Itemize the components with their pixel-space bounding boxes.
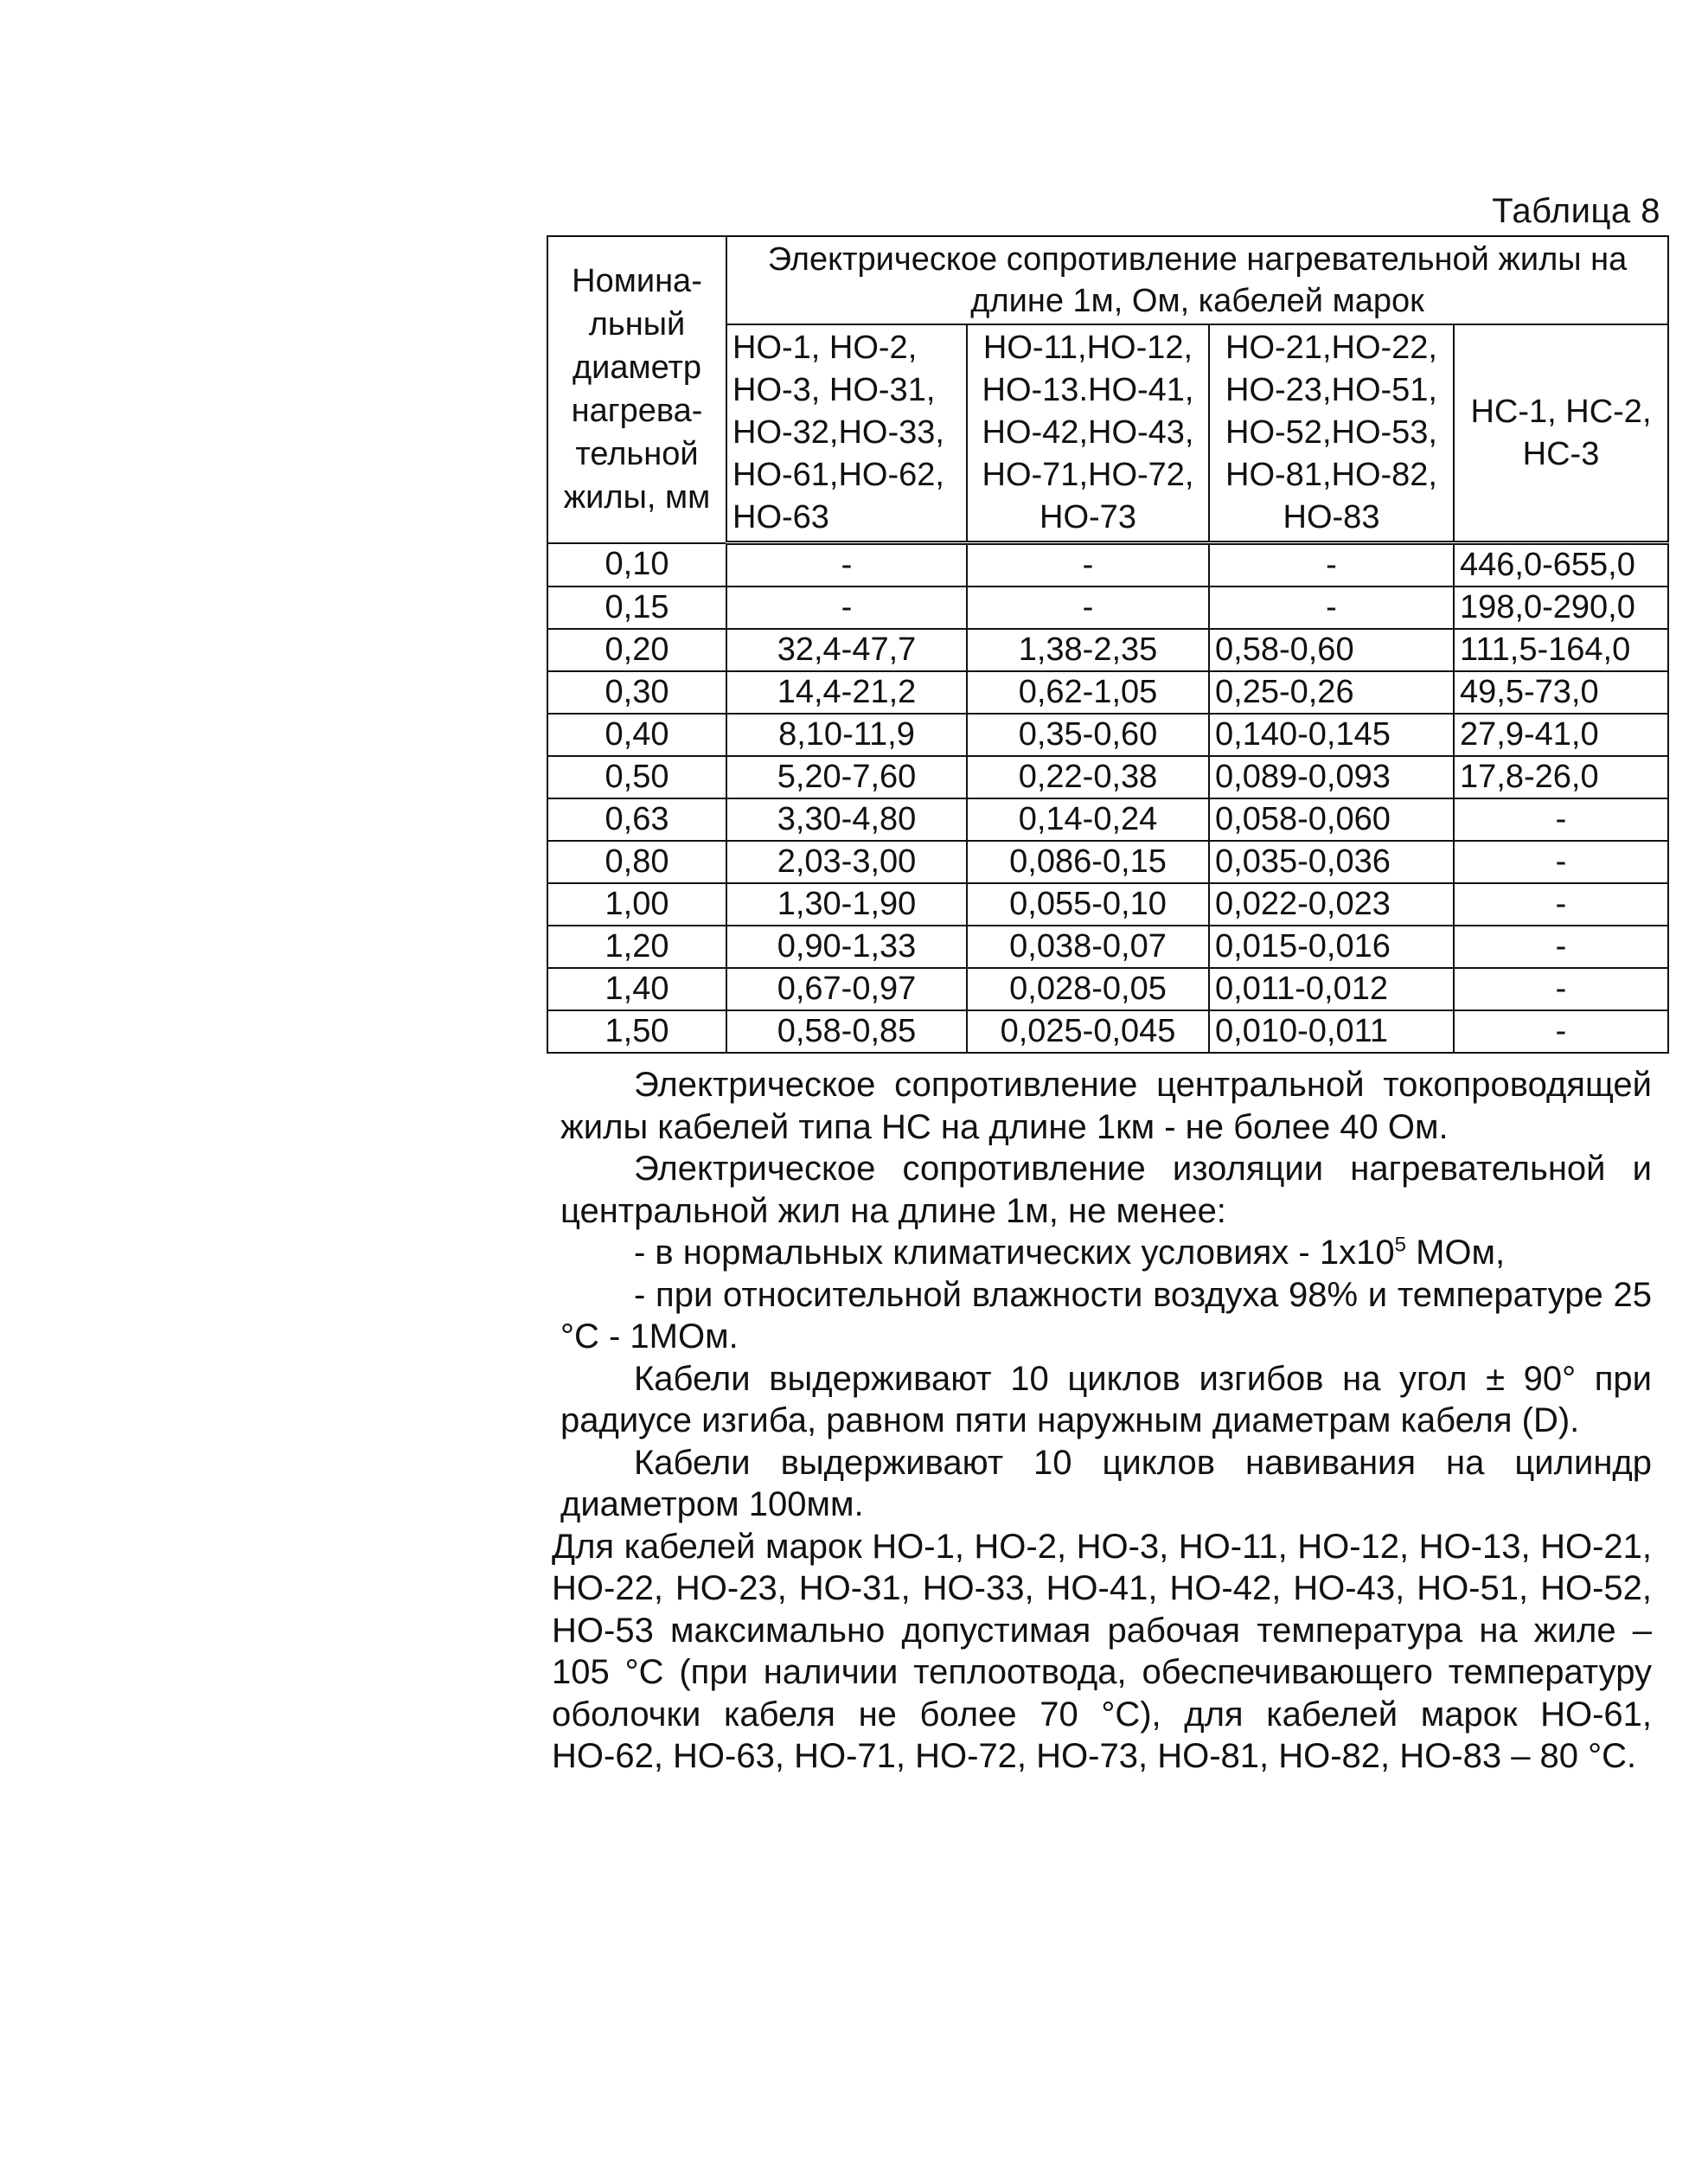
cell-group-3: 0,089-0,093 — [1209, 756, 1454, 798]
resistance-table — [547, 235, 1669, 1054]
cell-group-2: 1,38-2,35 — [967, 629, 1209, 671]
cell-group-3: 0,25-0,26 — [1209, 671, 1454, 714]
cell-group-2: 0,14-0,24 — [967, 798, 1209, 841]
table-row — [547, 714, 1668, 756]
cell-diameter: 0,63 — [547, 798, 726, 841]
cell-group-4: 27,9-41,0 — [1454, 714, 1668, 756]
cell-group-2: 0,62-1,05 — [967, 671, 1209, 714]
table-row — [547, 798, 1668, 841]
cell-diameter: 0,50 — [547, 756, 726, 798]
cell-group-2: 0,22-0,38 — [967, 756, 1209, 798]
header-group-1: НО-1, НО-2, НО-3, НО-31, НО-32,НО-33, НО-61,НО-62, НО-63 — [726, 324, 967, 543]
cell-group-3: 0,058-0,060 — [1209, 798, 1454, 841]
table-body — [547, 543, 1668, 1054]
cell-group-3: 0,011-0,012 — [1209, 968, 1454, 1010]
cell-group-4: 111,5-164,0 — [1454, 629, 1668, 671]
cell-group-4: - — [1454, 926, 1668, 968]
cell-group-1: 32,4-47,7 — [726, 629, 967, 671]
cell-group-2: 0,35-0,60 — [967, 714, 1209, 756]
cell-diameter: 0,40 — [547, 714, 726, 756]
cell-group-2: 0,028-0,05 — [967, 968, 1209, 1010]
cell-diameter: 0,80 — [547, 841, 726, 883]
paragraph-humidity: - при относительной влажности воздуха 98% и температуре 25 °С - 1МОм. — [560, 1275, 1652, 1356]
table-row — [547, 671, 1668, 714]
cell-group-4: - — [1454, 798, 1668, 841]
cell-group-4: 17,8-26,0 — [1454, 756, 1668, 798]
table-row — [547, 629, 1668, 671]
table-row — [547, 543, 1668, 587]
body-text — [552, 1064, 1652, 1778]
cell-group-1: 14,4-21,2 — [726, 671, 967, 714]
cell-diameter: 0,30 — [547, 671, 726, 714]
cell-diameter: 0,20 — [547, 629, 726, 671]
cell-group-2: - — [967, 543, 1209, 587]
cell-group-3: 0,022-0,023 — [1209, 883, 1454, 926]
cell-group-4: - — [1454, 841, 1668, 883]
cell-group-4: - — [1454, 883, 1668, 926]
paragraph-normal-conditions — [560, 1232, 1652, 1274]
cell-group-1: 8,10-11,9 — [726, 714, 967, 756]
header-group-2: НО-11,НО-12, НО-13.НО-41, НО-42,НО-43, НО-71,НО-72, НО-73 — [967, 324, 1209, 543]
table-row — [547, 883, 1668, 926]
resistance-table-container — [547, 235, 1667, 1054]
cell-group-2: - — [967, 586, 1209, 629]
cell-group-1: 0,67-0,97 — [726, 968, 967, 1010]
cell-diameter: 1,20 — [547, 926, 726, 968]
cell-group-3: 0,015-0,016 — [1209, 926, 1454, 968]
cell-group-1: 2,03-3,00 — [726, 841, 967, 883]
table-row — [547, 841, 1668, 883]
cell-group-3: 0,010-0,011 — [1209, 1010, 1454, 1053]
cell-group-3: 0,035-0,036 — [1209, 841, 1454, 883]
cell-group-3: - — [1209, 586, 1454, 629]
cell-group-4: - — [1454, 1010, 1668, 1053]
cell-group-1: 1,30-1,90 — [726, 883, 967, 926]
paragraph-temperature: Для кабелей марок НО-1, НО-2, НО-3, НО-11, НО-12, НО-13, НО-21, НО-22, НО-23, НО-31, НО-33, НО-41, НО-42, НО-43, НО-51, НО-52, НО-53 максимально допустимая рабочая температура на жиле – 105 °С (при наличии теплоотвода, обеспечивающего температуру оболочки кабеля не более 70 °С), для кабелей марок НО-61, НО-62, НО-63, НО-71, НО-72, НО-73, НО-81, НО-82, НО-83 – 80 °С. — [552, 1527, 1652, 1775]
normal-conditions-unit: МОм, — [1405, 1234, 1506, 1272]
cell-group-4: 198,0-290,0 — [1454, 586, 1668, 629]
cell-diameter: 0,15 — [547, 586, 726, 629]
cell-group-1: 0,58-0,85 — [726, 1010, 967, 1053]
paragraph-central-conductor: Электрическое сопротивление центральной токопроводящей жилы кабелей типа НС на длине 1км - не более 40 Ом. — [560, 1066, 1652, 1146]
table-caption: Таблица 8 — [1492, 192, 1660, 230]
table-row — [547, 756, 1668, 798]
cell-group-2: 0,038-0,07 — [967, 926, 1209, 968]
header-diameter: Номина-льный диаметр нагрева-тельной жилы, мм — [547, 236, 726, 543]
cell-diameter: 1,50 — [547, 1010, 726, 1053]
cell-group-1: 3,30-4,80 — [726, 798, 967, 841]
header-group-3: НО-21,НО-22, НО-23,НО-51, НО-52,НО-53, НО-81,НО-82, НО-83 — [1209, 324, 1454, 543]
cell-group-4: 49,5-73,0 — [1454, 671, 1668, 714]
paragraph-insulation: Электрическое сопротивление изоляции нагревательной и центральной жил на длине 1м, не менее: — [560, 1150, 1652, 1230]
normal-conditions-text: - в нормальных климатических условиях - 1х10 — [634, 1234, 1395, 1272]
cell-group-1: - — [726, 543, 967, 587]
cell-group-2: 0,025-0,045 — [967, 1010, 1209, 1053]
cell-group-4: 446,0-655,0 — [1454, 543, 1668, 587]
exponent: 5 — [1394, 1233, 1406, 1257]
cell-group-3: - — [1209, 543, 1454, 587]
cell-group-1: 0,90-1,33 — [726, 926, 967, 968]
cell-diameter: 1,00 — [547, 883, 726, 926]
table-row — [547, 968, 1668, 1010]
table-row — [547, 1010, 1668, 1053]
cell-group-2: 0,086-0,15 — [967, 841, 1209, 883]
table-row — [547, 586, 1668, 629]
cell-group-2: 0,055-0,10 — [967, 883, 1209, 926]
paragraph-winding: Кабели выдерживают 10 циклов навивания на цилиндр диаметром 100мм. — [560, 1443, 1652, 1523]
cell-diameter: 1,40 — [547, 968, 726, 1010]
table-row — [547, 926, 1668, 968]
cell-diameter: 0,10 — [547, 543, 726, 587]
cell-group-1: - — [726, 586, 967, 629]
cell-group-4: - — [1454, 968, 1668, 1010]
paragraph-bending: Кабели выдерживают 10 циклов изгибов на угол ± 90° при радиусе изгиба, равном пяти наружным диаметрам кабеля (D). — [560, 1359, 1652, 1439]
cell-group-3: 0,58-0,60 — [1209, 629, 1454, 671]
cell-group-1: 5,20-7,60 — [726, 756, 967, 798]
cell-group-3: 0,140-0,145 — [1209, 714, 1454, 756]
header-group-4: НС-1, НС-2, НС-3 — [1454, 324, 1668, 543]
header-resistance: Электрическое сопротивление нагревательной жилы на длине 1м, Ом, кабелей марок — [726, 236, 1668, 324]
